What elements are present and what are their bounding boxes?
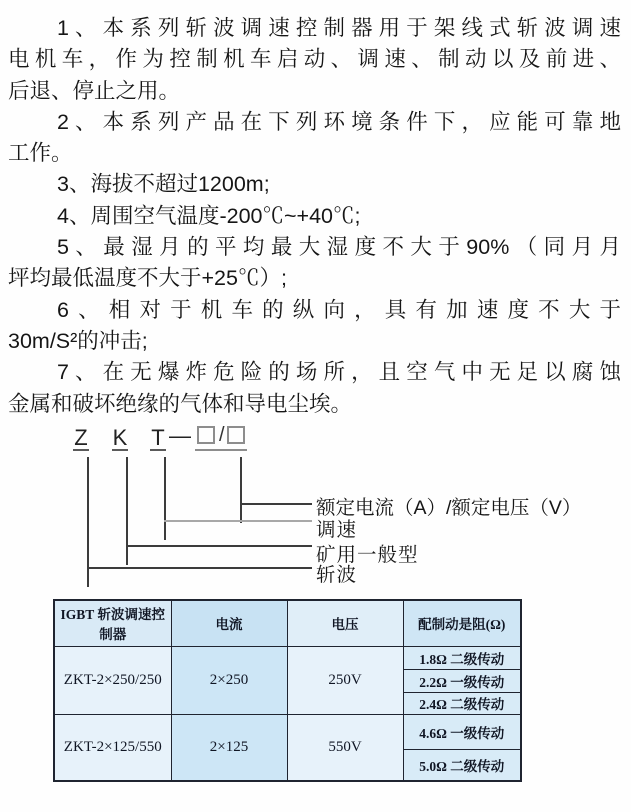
diagram-label-chopper: 斩波 bbox=[316, 564, 358, 586]
code-letter-k: K bbox=[112, 425, 128, 450]
text-line-9: 坪均最低温度不大于+25℃）; bbox=[8, 266, 287, 291]
box-placeholder-current-icon bbox=[197, 426, 215, 444]
voltage-cell: 550V bbox=[287, 714, 403, 781]
box-placeholder-voltage-icon bbox=[227, 426, 245, 444]
text-line-11: 30m/S²的冲击; bbox=[8, 328, 148, 353]
resistor-cell: 2.4Ω 二级传动 bbox=[403, 692, 521, 714]
text-line-7: 4、周围空气温度-200℃~+40℃; bbox=[57, 203, 361, 228]
current-cell: 2×250 bbox=[171, 646, 287, 714]
spec-header-current: 电流 bbox=[171, 600, 287, 646]
resistor-cell: 4.6Ω 一级传动 bbox=[403, 714, 521, 749]
leader-hline-chopper bbox=[87, 567, 312, 569]
text-line-12: 7、在无爆炸危险的场所，且空气中无足以腐蚀 bbox=[57, 360, 621, 385]
resistor-cell: 1.8Ω 二级传动 bbox=[403, 646, 521, 669]
code-dash: — bbox=[169, 423, 191, 448]
leader-hline-speed bbox=[164, 520, 312, 522]
spec-table bbox=[53, 599, 522, 782]
spec-header-resistor: 配制动是阻(Ω) bbox=[403, 600, 521, 646]
text-line-2: 电机车，作为控制机车启动、调速、制动以及前进、 bbox=[8, 47, 621, 72]
text-line-8: 5、最湿月的平均最大湿度不大于90%（同月月 bbox=[57, 235, 621, 260]
model-code-row bbox=[73, 425, 247, 451]
leader-hline-rating bbox=[240, 503, 312, 505]
code-placeholder-group bbox=[195, 425, 247, 451]
current-cell: 2×125 bbox=[171, 714, 287, 781]
text-line-10: 6、相对于机车的纵向，具有加速度不大于 bbox=[57, 297, 621, 322]
paragraph-block bbox=[8, 13, 621, 420]
text-line-6: 3、海拔不超过1200m; bbox=[57, 172, 270, 197]
diagram-label-speed: 调速 bbox=[316, 519, 358, 541]
leader-vline-t bbox=[164, 457, 166, 540]
voltage-cell: 250V bbox=[287, 646, 403, 714]
resistor-cell: 2.2Ω 一级传动 bbox=[403, 669, 521, 692]
spec-header-voltage: 电压 bbox=[287, 600, 403, 646]
text-line-5: 工作。 bbox=[8, 141, 73, 166]
text-line-4: 2、本系列产品在下列环境条件下，应能可靠地 bbox=[57, 109, 621, 134]
text-line-3: 后退、停止之用。 bbox=[8, 78, 181, 103]
leader-hline-mine bbox=[126, 545, 312, 547]
model-cell: ZKT-2×250/250 bbox=[54, 646, 171, 714]
resistor-cell: 5.0Ω 二级传动 bbox=[403, 749, 521, 781]
code-letter-z: Z bbox=[74, 425, 88, 450]
diagram-label-mine: 矿用一般型 bbox=[316, 544, 419, 566]
model-cell: ZKT-2×125/550 bbox=[54, 714, 171, 781]
text-line-13: 金属和破坏绝缘的气体和导电尘埃。 bbox=[8, 391, 353, 416]
leader-vline-box bbox=[240, 457, 242, 523]
model-designation-diagram bbox=[0, 420, 631, 599]
spec-header-row bbox=[54, 600, 521, 646]
code-slash: / bbox=[219, 424, 225, 446]
text-line-1: 1、本系列斩波调速控制器用于架线式斩波调速 bbox=[57, 16, 621, 40]
spec-header-product: IGBT 斩波调速控制器 bbox=[54, 600, 171, 646]
table-row bbox=[54, 714, 521, 749]
code-letter-t: T bbox=[151, 425, 165, 450]
diagram-label-rating: 额定电流（A）/额定电压（V） bbox=[316, 497, 582, 519]
leader-vline-k bbox=[126, 457, 128, 565]
table-row bbox=[54, 646, 521, 669]
